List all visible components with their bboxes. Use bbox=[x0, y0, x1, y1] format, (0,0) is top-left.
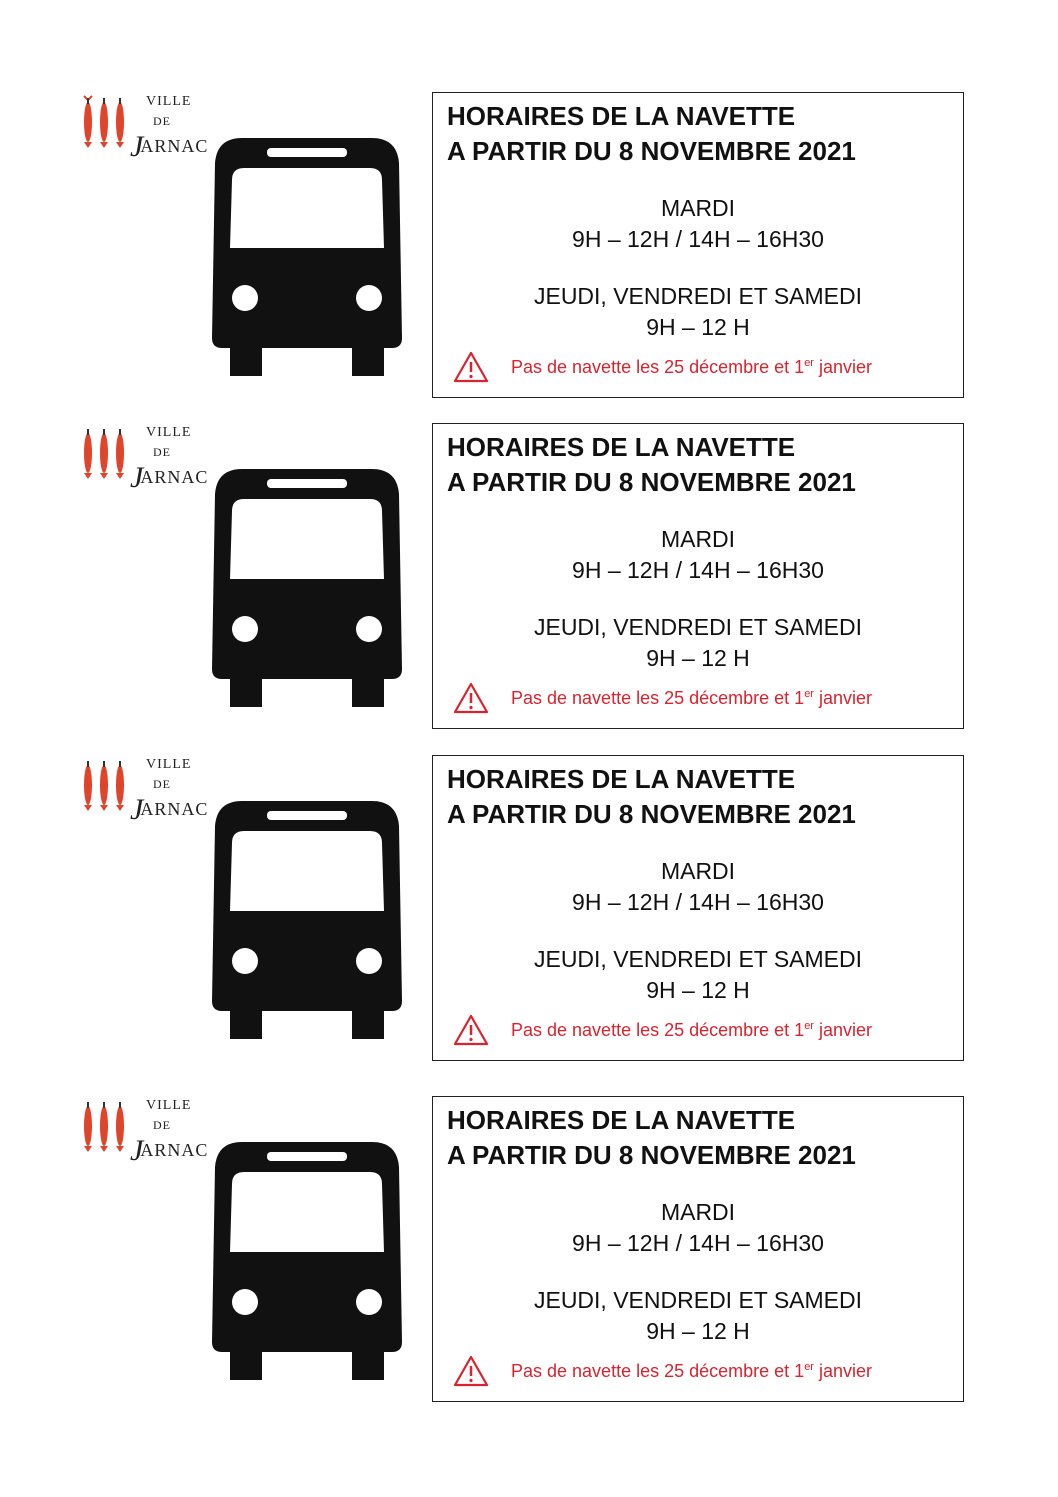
day-label: JEUDI, VENDREDI ET SAMEDI bbox=[533, 946, 863, 972]
day-label: JEUDI, VENDREDI ET SAMEDI bbox=[533, 614, 863, 640]
town-logo-icon bbox=[80, 92, 130, 162]
logo-ville-text: VILLE bbox=[146, 1098, 192, 1113]
holiday-notice bbox=[449, 1014, 949, 1054]
day-label: JEUDI, VENDREDI ET SAMEDI bbox=[533, 1287, 863, 1313]
schedule-box bbox=[432, 755, 964, 1061]
town-logo-icon bbox=[80, 423, 130, 493]
bus-icon bbox=[212, 138, 402, 378]
schedule-box bbox=[432, 423, 964, 729]
logo-de-text: DE bbox=[153, 445, 171, 459]
logo-jarnac-text bbox=[130, 130, 208, 164]
thu-fri-sat-schedule bbox=[433, 1285, 963, 1347]
title-line-2: A PARTIR DU 8 NOVEMBRE 2021 bbox=[447, 467, 856, 497]
title-line-2: A PARTIR DU 8 NOVEMBRE 2021 bbox=[447, 799, 856, 829]
logo-de-text: DE bbox=[153, 777, 171, 791]
thu-fri-sat-schedule bbox=[433, 281, 963, 343]
hours-label: 9H – 12H / 14H – 16H30 bbox=[572, 226, 824, 252]
title-line-2: A PARTIR DU 8 NOVEMBRE 2021 bbox=[447, 136, 856, 166]
logo-jarnac-rest: ARNAC bbox=[140, 1140, 209, 1160]
schedule-title bbox=[447, 1103, 856, 1173]
hours-label: 9H – 12 H bbox=[646, 645, 750, 671]
tuesday-schedule bbox=[433, 1197, 963, 1259]
logo-ville-text: VILLE bbox=[146, 757, 192, 772]
town-logo bbox=[80, 1096, 220, 1176]
title-line-2: A PARTIR DU 8 NOVEMBRE 2021 bbox=[447, 1140, 856, 1170]
hours-label: 9H – 12 H bbox=[646, 314, 750, 340]
logo-jarnac-rest: ARNAC bbox=[140, 799, 209, 819]
title-line-1: HORAIRES DE LA NAVETTE bbox=[447, 101, 796, 131]
warning-triangle-icon bbox=[453, 1355, 489, 1387]
logo-de-text: DE bbox=[153, 1118, 171, 1132]
logo-jarnac-text bbox=[130, 793, 208, 827]
schedule-title bbox=[447, 762, 856, 832]
hours-label: 9H – 12 H bbox=[646, 1318, 750, 1344]
holiday-notice bbox=[449, 682, 949, 722]
town-logo bbox=[80, 755, 220, 835]
warning-triangle-icon bbox=[453, 351, 489, 383]
notice-text: Pas de navette les 25 décembre et 1er janvier bbox=[511, 1020, 872, 1040]
warning-triangle-icon bbox=[453, 682, 489, 714]
day-label: MARDI bbox=[660, 858, 736, 884]
logo-jarnac-initial: J bbox=[130, 461, 145, 494]
thu-fri-sat-schedule bbox=[433, 612, 963, 674]
logo-jarnac-initial: J bbox=[130, 130, 145, 163]
logo-jarnac-rest: ARNAC bbox=[140, 136, 209, 156]
schedule-title bbox=[447, 99, 856, 169]
shuttle-flyer bbox=[0, 1096, 1058, 1416]
logo-ville-text: VILLE bbox=[146, 94, 192, 109]
schedule-box bbox=[432, 92, 964, 398]
bus-icon bbox=[212, 469, 402, 709]
shuttle-flyer bbox=[0, 423, 1058, 743]
logo-jarnac-text bbox=[130, 461, 208, 495]
shuttle-flyer bbox=[0, 755, 1058, 1075]
logo-jarnac-initial: J bbox=[130, 793, 145, 826]
bus-icon bbox=[212, 1142, 402, 1382]
title-line-1: HORAIRES DE LA NAVETTE bbox=[447, 1105, 796, 1135]
logo-ville-text: VILLE bbox=[146, 425, 192, 440]
schedule-title bbox=[447, 430, 856, 500]
hours-label: 9H – 12H / 14H – 16H30 bbox=[572, 1230, 824, 1256]
logo-jarnac-rest: ARNAC bbox=[140, 467, 209, 487]
notice-text: Pas de navette les 25 décembre et 1er janvier bbox=[511, 688, 872, 708]
hours-label: 9H – 12H / 14H – 16H30 bbox=[572, 557, 824, 583]
day-label: MARDI bbox=[660, 526, 736, 552]
warning-triangle-icon bbox=[453, 1014, 489, 1046]
holiday-notice bbox=[449, 351, 949, 391]
town-logo-icon bbox=[80, 1096, 130, 1166]
town-logo bbox=[80, 92, 220, 172]
logo-de-text: DE bbox=[153, 114, 171, 128]
town-logo bbox=[80, 423, 220, 503]
tuesday-schedule bbox=[433, 524, 963, 586]
notice-text: Pas de navette les 25 décembre et 1er janvier bbox=[511, 357, 872, 377]
schedule-box bbox=[432, 1096, 964, 1402]
shuttle-flyer bbox=[0, 92, 1058, 412]
title-line-1: HORAIRES DE LA NAVETTE bbox=[447, 432, 796, 462]
day-label: MARDI bbox=[660, 1199, 736, 1225]
logo-jarnac-text bbox=[130, 1134, 208, 1168]
tuesday-schedule bbox=[433, 856, 963, 918]
hours-label: 9H – 12 H bbox=[646, 977, 750, 1003]
logo-jarnac-initial: J bbox=[130, 1134, 145, 1167]
day-label: JEUDI, VENDREDI ET SAMEDI bbox=[533, 283, 863, 309]
day-label: MARDI bbox=[660, 195, 736, 221]
holiday-notice bbox=[449, 1355, 949, 1395]
tuesday-schedule bbox=[433, 193, 963, 255]
hours-label: 9H – 12H / 14H – 16H30 bbox=[572, 889, 824, 915]
title-line-1: HORAIRES DE LA NAVETTE bbox=[447, 764, 796, 794]
town-logo-icon bbox=[80, 755, 130, 825]
thu-fri-sat-schedule bbox=[433, 944, 963, 1006]
notice-text: Pas de navette les 25 décembre et 1er janvier bbox=[511, 1361, 872, 1381]
bus-icon bbox=[212, 801, 402, 1041]
